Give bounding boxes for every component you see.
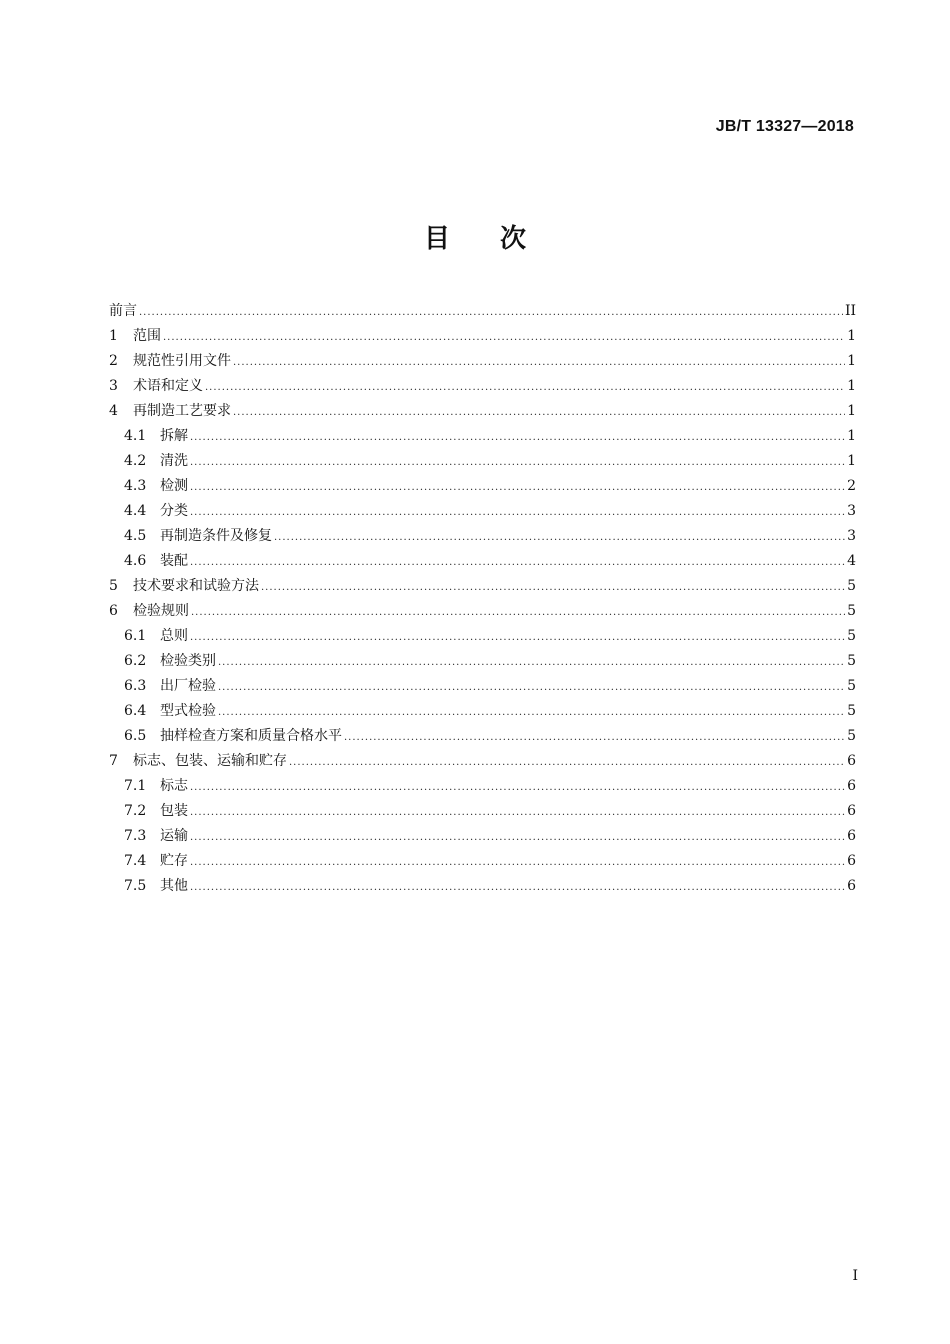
toc-entry[interactable] (109, 524, 856, 549)
toc-entry[interactable] (109, 399, 856, 424)
toc-entry-number: 4.6 (124, 553, 147, 569)
toc-entry[interactable] (109, 649, 856, 674)
toc-entry-number: 6.3 (124, 678, 147, 694)
toc-dot-leader (190, 475, 845, 500)
toc-dot-leader (190, 425, 845, 450)
toc-entry-label: 总则 (160, 628, 188, 644)
page-number: I (852, 1268, 858, 1284)
toc-entry-page: 4 (847, 553, 856, 569)
toc-entry-label: 再制造工艺要求 (133, 403, 231, 419)
toc-entry-page: 1 (847, 428, 856, 444)
toc-entry-page: 3 (847, 503, 856, 519)
toc-entry-page: 2 (847, 478, 856, 494)
toc-entry[interactable] (109, 549, 856, 574)
toc-entry-number: 7 (109, 753, 118, 769)
toc-entry-page: 6 (847, 828, 856, 844)
toc-entry[interactable] (109, 699, 856, 724)
toc-dot-leader (190, 800, 845, 825)
toc-entry-page: 5 (847, 678, 856, 694)
toc-entry-number: 3 (109, 378, 118, 394)
toc-entry-page: 1 (847, 353, 856, 369)
toc-entry-page: 6 (847, 878, 856, 894)
toc-entry-label: 前言 (109, 303, 137, 319)
toc-entry-number: 4.2 (124, 453, 147, 469)
toc-entry-page: 6 (847, 753, 856, 769)
toc-dot-leader (233, 350, 845, 375)
toc-entry[interactable] (109, 849, 856, 874)
toc-entry[interactable] (109, 774, 856, 799)
toc-dot-leader (163, 325, 845, 350)
table-of-contents (109, 299, 856, 899)
toc-entry-page: 5 (847, 578, 856, 594)
toc-dot-leader (190, 500, 845, 525)
toc-entry[interactable] (109, 474, 856, 499)
toc-dot-leader (190, 875, 845, 900)
toc-entry-label: 装配 (160, 553, 188, 569)
toc-entry-label: 运输 (160, 828, 188, 844)
toc-entry-page: 5 (847, 703, 856, 719)
document-code: JB/T 13327—2018 (715, 118, 854, 135)
toc-entry[interactable] (109, 799, 856, 824)
toc-entry[interactable] (109, 574, 856, 599)
toc-dot-leader (139, 300, 843, 325)
toc-entry-page: 5 (847, 728, 856, 744)
toc-entry-page: 5 (847, 653, 856, 669)
toc-entry-number: 2 (109, 353, 118, 369)
toc-entry[interactable] (109, 724, 856, 749)
toc-entry[interactable] (109, 324, 856, 349)
toc-entry-number: 4.5 (124, 528, 147, 544)
toc-entry-number: 6.4 (124, 703, 147, 719)
toc-entry-page: 5 (847, 603, 856, 619)
toc-entry-number: 6.5 (124, 728, 147, 744)
toc-entry-label: 检验类别 (160, 653, 216, 669)
toc-entry-number: 7.4 (124, 853, 147, 869)
toc-entry[interactable] (109, 374, 856, 399)
toc-entry-number: 5 (109, 578, 118, 594)
toc-entry-label: 检测 (160, 478, 188, 494)
toc-entry[interactable] (109, 824, 856, 849)
toc-entry[interactable] (109, 674, 856, 699)
toc-entry-number: 6 (109, 603, 118, 619)
toc-entry-label: 贮存 (160, 853, 188, 869)
toc-entry-label: 再制造条件及修复 (160, 528, 272, 544)
toc-dot-leader (190, 825, 845, 850)
toc-entry-label: 型式检验 (160, 703, 216, 719)
toc-dot-leader (190, 775, 845, 800)
toc-dot-leader (344, 725, 845, 750)
toc-entry[interactable] (109, 874, 856, 899)
toc-entry-label: 分类 (160, 503, 188, 519)
toc-entry[interactable] (109, 499, 856, 524)
toc-entry-label: 术语和定义 (133, 378, 203, 394)
toc-dot-leader (289, 750, 845, 775)
toc-dot-leader (233, 400, 845, 425)
toc-dot-leader (191, 600, 845, 625)
toc-entry-label: 标志 (160, 778, 188, 794)
toc-entry-label: 出厂检验 (160, 678, 216, 694)
toc-entry-page: 3 (847, 528, 856, 544)
toc-entry-label: 清洗 (160, 453, 188, 469)
toc-entry-number: 7.2 (124, 803, 147, 819)
toc-entry-page: 1 (847, 378, 856, 394)
toc-entry-label: 检验规则 (133, 603, 189, 619)
toc-entry-label: 规范性引用文件 (133, 353, 231, 369)
toc-entry-number: 4.4 (124, 503, 147, 519)
toc-entry-page: 5 (847, 628, 856, 644)
toc-entry-label: 技术要求和试验方法 (133, 578, 259, 594)
toc-dot-leader (274, 525, 845, 550)
toc-dot-leader (218, 650, 845, 675)
toc-entry-number: 4.1 (124, 428, 147, 444)
toc-dot-leader (218, 700, 845, 725)
toc-dot-leader (190, 550, 845, 575)
toc-entry-page: 1 (847, 403, 856, 419)
toc-entry-number: 4.3 (124, 478, 147, 494)
toc-entry[interactable] (109, 599, 856, 624)
toc-entry-label: 拆解 (160, 428, 188, 444)
toc-dot-leader (261, 575, 845, 600)
toc-entry-page: 6 (847, 853, 856, 869)
toc-entry-number: 7.3 (124, 828, 147, 844)
toc-entry-label: 标志、包装、运输和贮存 (133, 753, 287, 769)
toc-entry[interactable] (109, 424, 856, 449)
toc-dot-leader (190, 625, 845, 650)
toc-entry-number: 1 (109, 328, 118, 344)
toc-entry[interactable] (109, 299, 856, 324)
toc-entry-number: 7.5 (124, 878, 147, 894)
toc-entry[interactable] (109, 349, 856, 374)
toc-title: 目次 (423, 224, 576, 254)
toc-entry-page: II (844, 303, 856, 319)
toc-dot-leader (190, 850, 845, 875)
toc-entry-page: 6 (847, 778, 856, 794)
toc-entry-number: 6.1 (124, 628, 147, 644)
toc-entry-label: 其他 (160, 878, 188, 894)
toc-dot-leader (190, 450, 845, 475)
toc-entry-label: 抽样检查方案和质量合格水平 (160, 728, 342, 744)
toc-entry-page: 1 (847, 328, 856, 344)
toc-entry-label: 包装 (160, 803, 188, 819)
toc-dot-leader (218, 675, 845, 700)
toc-entry[interactable] (109, 624, 856, 649)
toc-entry-label: 范围 (133, 328, 161, 344)
toc-dot-leader (205, 375, 845, 400)
toc-entry-page: 6 (847, 803, 856, 819)
toc-entry-number: 4 (109, 403, 118, 419)
toc-entry-page: 1 (847, 453, 856, 469)
toc-entry[interactable] (109, 449, 856, 474)
toc-entry[interactable] (109, 749, 856, 774)
toc-entry-number: 7.1 (124, 778, 147, 794)
toc-entry-number: 6.2 (124, 653, 147, 669)
